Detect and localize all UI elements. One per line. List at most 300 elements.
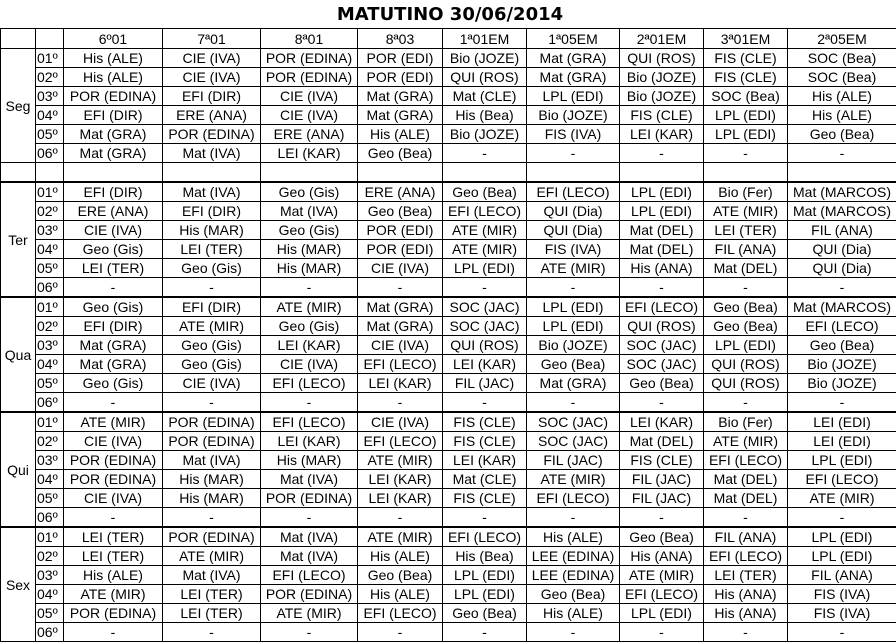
schedule-cell: LPL (EDI): [788, 451, 896, 470]
schedule-cell: EFI (LECO): [620, 297, 704, 317]
period-label: 04º: [36, 106, 64, 125]
schedule-cell: EFI (LECO): [443, 202, 527, 221]
schedule-cell: Bio (JOZE): [527, 106, 620, 125]
schedule-cell: -: [788, 278, 896, 298]
period-label: 03º: [36, 566, 64, 585]
schedule-cell: SOC (JAC): [443, 317, 527, 336]
schedule-cell: Geo (Gis): [261, 317, 358, 336]
table-row: [1, 489, 896, 508]
table-row: [1, 221, 896, 240]
schedule-cell: Mat (CLE): [443, 470, 527, 489]
table-row: [1, 202, 896, 221]
schedule-cell: Mat (GRA): [358, 87, 443, 106]
schedule-cell: SOC (Bea): [788, 49, 896, 68]
period-label: 04º: [36, 470, 64, 489]
schedule-cell: POR (EDINA): [163, 412, 261, 432]
period-label: 02º: [36, 547, 64, 566]
schedule-cell: LPL (EDI): [443, 566, 527, 585]
schedule-cell: His (ALE): [788, 87, 896, 106]
schedule-cell: POR (EDI): [358, 240, 443, 259]
schedule-cell: LEI (TER): [163, 585, 261, 604]
schedule-cell: FIS (CLE): [443, 489, 527, 508]
schedule-cell: Geo (Bea): [358, 144, 443, 163]
schedule-cell: FIL (ANA): [788, 221, 896, 240]
class-header: 3ª01EM: [704, 29, 788, 49]
schedule-cell: Bio (JOZE): [620, 68, 704, 87]
schedule-cell: SOC (JAC): [527, 412, 620, 432]
schedule-cell: LEI (TER): [64, 259, 163, 278]
period-label: 05º: [36, 374, 64, 393]
schedule-cell: Geo (Gis): [64, 297, 163, 317]
schedule-cell: -: [64, 508, 163, 528]
schedule-cell: CIE (IVA): [358, 259, 443, 278]
schedule-cell: CIE (IVA): [261, 106, 358, 125]
period-label: 05º: [36, 125, 64, 144]
schedule-cell: ATE (MIR): [358, 527, 443, 547]
schedule-cell: Geo (Bea): [788, 125, 896, 144]
schedule-cell: Mat (GRA): [358, 297, 443, 317]
class-header: 7ª01: [163, 29, 261, 49]
schedule-cell: FIL (ANA): [788, 566, 896, 585]
schedule-cell: FIS (CLE): [443, 412, 527, 432]
table-row: [1, 451, 896, 470]
schedule-cell: LEI (EDI): [788, 432, 896, 451]
schedule-cell: ERE (ANA): [163, 106, 261, 125]
schedule-cell: FIS (CLE): [620, 106, 704, 125]
schedule-cell: CIE (IVA): [261, 87, 358, 106]
table-row: [1, 297, 896, 317]
period-label: 01º: [36, 297, 64, 317]
schedule-cell: ATE (MIR): [64, 412, 163, 432]
schedule-cell: Mat (GRA): [358, 317, 443, 336]
schedule-cell: FIL (JAC): [620, 470, 704, 489]
schedule-cell: LEI (KAR): [261, 144, 358, 163]
schedule-cell: -: [704, 144, 788, 163]
schedule-cell: EFI (DIR): [163, 87, 261, 106]
schedule-cell: LPL (EDI): [527, 87, 620, 106]
table-row: [1, 470, 896, 489]
schedule-cell: -: [64, 278, 163, 298]
schedule-cell: Mat (IVA): [261, 202, 358, 221]
schedule-cell: Mat (IVA): [261, 547, 358, 566]
table-row: [1, 259, 896, 278]
empty-cell: [704, 163, 788, 183]
schedule-cell: Mat (GRA): [358, 106, 443, 125]
schedule-cell: His (ALE): [64, 49, 163, 68]
schedule-cell: EFI (LECO): [358, 432, 443, 451]
schedule-cell: EFI (LECO): [261, 412, 358, 432]
period-label: 06º: [36, 144, 64, 163]
schedule-cell: LEI (TER): [64, 547, 163, 566]
schedule-cell: His (ANA): [704, 585, 788, 604]
schedule-cell: EFI (LECO): [527, 182, 620, 202]
schedule-cell: Geo (Gis): [261, 182, 358, 202]
schedule-cell: POR (EDINA): [64, 604, 163, 623]
schedule-cell: Mat (DEL): [704, 470, 788, 489]
schedule-cell: LPL (EDI): [443, 585, 527, 604]
schedule-cell: His (Bea): [443, 547, 527, 566]
schedule-cell: CIE (IVA): [358, 336, 443, 355]
schedule-cell: EFI (LECO): [704, 451, 788, 470]
schedule-cell: CIE (IVA): [358, 412, 443, 432]
schedule-cell: -: [788, 623, 896, 642]
schedule-cell: His (ALE): [64, 68, 163, 87]
schedule-cell: LEE (EDINA): [527, 566, 620, 585]
schedule-cell: LPL (EDI): [704, 336, 788, 355]
day-label: Qua: [1, 297, 36, 412]
schedule-cell: LPL (EDI): [620, 202, 704, 221]
schedule-cell: QUI (ROS): [443, 336, 527, 355]
schedule-cell: -: [261, 393, 358, 413]
table-row: [1, 317, 896, 336]
schedule-cell: Mat (IVA): [163, 451, 261, 470]
schedule-cell: ATE (MIR): [443, 221, 527, 240]
empty-cell: [527, 163, 620, 183]
schedule-cell: LEI (TER): [704, 221, 788, 240]
schedule-cell: -: [620, 508, 704, 528]
schedule-table: [0, 28, 896, 642]
schedule-cell: Bio (JOZE): [788, 355, 896, 374]
period-label: 06º: [36, 508, 64, 528]
schedule-cell: CIE (IVA): [64, 221, 163, 240]
schedule-cell: FIL (ANA): [704, 240, 788, 259]
schedule-cell: LPL (EDI): [788, 527, 896, 547]
schedule-cell: Geo (Gis): [64, 374, 163, 393]
schedule-cell: -: [527, 508, 620, 528]
schedule-cell: His (MAR): [163, 489, 261, 508]
schedule-cell: -: [443, 508, 527, 528]
page-title: MATUTINO 30/06/2014: [0, 0, 896, 28]
period-label: 01º: [36, 49, 64, 68]
schedule-cell: -: [443, 393, 527, 413]
schedule-cell: Geo (Bea): [443, 182, 527, 202]
schedule-cell: SOC (JAC): [620, 355, 704, 374]
schedule-cell: ATE (MIR): [527, 470, 620, 489]
schedule-cell: EFI (DIR): [64, 106, 163, 125]
period-label: 04º: [36, 585, 64, 604]
schedule-cell: ATE (MIR): [64, 585, 163, 604]
schedule-cell: -: [704, 508, 788, 528]
day-label: Seg: [1, 49, 36, 163]
period-label: 01º: [36, 527, 64, 547]
schedule-cell: ATE (MIR): [163, 317, 261, 336]
schedule-cell: POR (EDINA): [261, 489, 358, 508]
table-row: [1, 336, 896, 355]
schedule-cell: Geo (Gis): [163, 355, 261, 374]
schedule-cell: FIS (IVA): [788, 604, 896, 623]
schedule-cell: His (ALE): [358, 585, 443, 604]
schedule-cell: LPL (EDI): [443, 259, 527, 278]
table-row: [1, 49, 896, 68]
schedule-cell: His (ALE): [527, 527, 620, 547]
schedule-cell: ATE (MIR): [620, 566, 704, 585]
schedule-cell: ERE (ANA): [64, 202, 163, 221]
schedule-cell: -: [527, 278, 620, 298]
schedule-cell: EFI (LECO): [788, 317, 896, 336]
schedule-cell: EFI (DIR): [163, 297, 261, 317]
table-row: [1, 106, 896, 125]
schedule-cell: Mat (IVA): [163, 566, 261, 585]
table-row: [1, 604, 896, 623]
schedule-cell: Geo (Bea): [443, 604, 527, 623]
schedule-cell: POR (EDINA): [261, 68, 358, 87]
schedule-cell: -: [788, 508, 896, 528]
schedule-cell: POR (EDI): [358, 49, 443, 68]
empty-cell: [1, 163, 36, 183]
schedule-cell: CIE (IVA): [163, 68, 261, 87]
schedule-cell: EFI (LECO): [527, 489, 620, 508]
schedule-cell: Mat (GRA): [527, 374, 620, 393]
schedule-cell: -: [704, 623, 788, 642]
schedule-cell: ATE (MIR): [704, 432, 788, 451]
corner-cell: [1, 29, 36, 49]
schedule-cell: Mat (MARCOS): [788, 202, 896, 221]
schedule-cell: POR (EDINA): [64, 470, 163, 489]
schedule-cell: POR (EDINA): [163, 432, 261, 451]
schedule-cell: -: [261, 508, 358, 528]
schedule-cell: Geo (Bea): [620, 374, 704, 393]
schedule-cell: His (MAR): [261, 451, 358, 470]
schedule-cell: LEI (KAR): [620, 412, 704, 432]
schedule-cell: CIE (IVA): [261, 355, 358, 374]
schedule-cell: His (Bea): [443, 106, 527, 125]
schedule-cell: Mat (GRA): [64, 125, 163, 144]
table-row: [1, 412, 896, 432]
schedule-cell: Bio (Fer): [704, 412, 788, 432]
schedule-cell: Geo (Gis): [64, 240, 163, 259]
schedule-cell: -: [443, 144, 527, 163]
schedule-cell: -: [620, 623, 704, 642]
period-label: 02º: [36, 202, 64, 221]
schedule-cell: FIS (CLE): [704, 49, 788, 68]
class-header: 2ª01EM: [620, 29, 704, 49]
schedule-cell: ATE (MIR): [788, 489, 896, 508]
empty-cell: [788, 163, 896, 183]
schedule-cell: EFI (LECO): [704, 547, 788, 566]
schedule-cell: LPL (EDI): [704, 125, 788, 144]
schedule-cell: Mat (GRA): [527, 49, 620, 68]
schedule-cell: His (ANA): [620, 259, 704, 278]
schedule-cell: FIL (JAC): [527, 451, 620, 470]
schedule-cell: FIS (CLE): [443, 432, 527, 451]
schedule-cell: Geo (Bea): [788, 336, 896, 355]
schedule-cell: LEI (TER): [704, 566, 788, 585]
schedule-cell: ATE (MIR): [704, 202, 788, 221]
schedule-cell: His (ALE): [788, 106, 896, 125]
table-row: [1, 508, 896, 528]
schedule-cell: -: [704, 393, 788, 413]
schedule-cell: -: [163, 393, 261, 413]
schedule-cell: -: [358, 623, 443, 642]
schedule-cell: EFI (DIR): [163, 202, 261, 221]
empty-cell: [443, 163, 527, 183]
schedule-cell: LPL (EDI): [788, 547, 896, 566]
schedule-cell: His (ALE): [358, 125, 443, 144]
schedule-cell: Geo (Gis): [163, 259, 261, 278]
schedule-cell: His (ALE): [64, 566, 163, 585]
schedule-cell: -: [527, 393, 620, 413]
table-row: [1, 144, 896, 163]
empty-cell: [36, 163, 64, 183]
schedule-cell: -: [163, 278, 261, 298]
table-row: [1, 547, 896, 566]
period-label: 02º: [36, 432, 64, 451]
schedule-cell: Mat (MARCOS): [788, 182, 896, 202]
schedule-cell: EFI (LECO): [788, 470, 896, 489]
schedule-cell: Mat (DEL): [620, 432, 704, 451]
schedule-cell: ATE (MIR): [261, 604, 358, 623]
schedule-cell: Geo (Bea): [704, 317, 788, 336]
schedule-cell: -: [788, 393, 896, 413]
schedule-cell: LEE (EDINA): [527, 547, 620, 566]
class-header: 2ª05EM: [788, 29, 896, 49]
schedule-cell: QUI (ROS): [620, 317, 704, 336]
schedule-cell: -: [527, 623, 620, 642]
schedule-cell: -: [704, 278, 788, 298]
schedule-cell: EFI (DIR): [64, 182, 163, 202]
class-header: 8ª03: [358, 29, 443, 49]
table-row: [1, 393, 896, 413]
schedule-cell: ATE (MIR): [261, 297, 358, 317]
schedule-cell: LPL (EDI): [704, 106, 788, 125]
schedule-cell: -: [620, 144, 704, 163]
schedule-cell: His (ANA): [704, 604, 788, 623]
schedule-cell: FIL (JAC): [443, 374, 527, 393]
schedule-cell: POR (EDINA): [163, 125, 261, 144]
schedule-cell: His (MAR): [261, 259, 358, 278]
table-row: [1, 527, 896, 547]
period-label: 04º: [36, 240, 64, 259]
class-header: 1ª05EM: [527, 29, 620, 49]
schedule-cell: LPL (EDI): [620, 604, 704, 623]
schedule-cell: -: [443, 623, 527, 642]
class-header: 1ª01EM: [443, 29, 527, 49]
period-label: 04º: [36, 355, 64, 374]
schedule-cell: LPL (EDI): [527, 317, 620, 336]
schedule-cell: LEI (KAR): [358, 489, 443, 508]
schedule-cell: EFI (LECO): [620, 585, 704, 604]
table-row: [1, 278, 896, 298]
schedule-cell: FIS (CLE): [704, 68, 788, 87]
schedule-cell: His (MAR): [261, 240, 358, 259]
schedule-cell: Mat (IVA): [261, 470, 358, 489]
schedule-cell: His (ALE): [358, 547, 443, 566]
period-label: 05º: [36, 259, 64, 278]
schedule-cell: LPL (EDI): [620, 182, 704, 202]
schedule-cell: CIE (IVA): [64, 432, 163, 451]
schedule-cell: POR (EDI): [358, 68, 443, 87]
schedule-cell: EFI (LECO): [443, 527, 527, 547]
day-label: Qui: [1, 412, 36, 527]
blank-row: [1, 163, 896, 183]
schedule-cell: POR (EDINA): [261, 585, 358, 604]
table-row: [1, 87, 896, 106]
schedule-cell: Bio (JOZE): [527, 336, 620, 355]
schedule-cell: ATE (MIR): [443, 240, 527, 259]
empty-cell: [64, 163, 163, 183]
schedule-cell: Geo (Bea): [358, 566, 443, 585]
period-label: 02º: [36, 317, 64, 336]
schedule-cell: FIL (JAC): [620, 489, 704, 508]
schedule-cell: -: [620, 278, 704, 298]
schedule-cell: Bio (JOZE): [620, 87, 704, 106]
schedule-cell: LEI (KAR): [358, 374, 443, 393]
schedule-cell: LEI (EDI): [788, 412, 896, 432]
schedule-cell: EFI (LECO): [358, 355, 443, 374]
schedule-cell: QUI (ROS): [704, 355, 788, 374]
period-label: 03º: [36, 87, 64, 106]
schedule-cell: -: [261, 623, 358, 642]
schedule-cell: Bio (JOZE): [443, 125, 527, 144]
schedule-cell: QUI (Dia): [527, 221, 620, 240]
table-row: [1, 240, 896, 259]
table-row: [1, 68, 896, 87]
schedule-cell: ERE (ANA): [358, 182, 443, 202]
schedule-cell: POR (EDINA): [163, 527, 261, 547]
schedule-cell: Bio (JOZE): [443, 49, 527, 68]
table-row: [1, 355, 896, 374]
period-label: 06º: [36, 278, 64, 298]
table-row: [1, 432, 896, 451]
schedule-cell: LEI (TER): [163, 240, 261, 259]
schedule-cell: His (ALE): [527, 604, 620, 623]
schedule-cell: -: [527, 144, 620, 163]
empty-cell: [261, 163, 358, 183]
schedule-cell: QUI (Dia): [788, 259, 896, 278]
schedule-cell: FIL (ANA): [704, 527, 788, 547]
schedule-cell: SOC (JAC): [527, 432, 620, 451]
schedule-cell: Mat (DEL): [704, 489, 788, 508]
schedule-cell: Mat (MARCOS): [788, 297, 896, 317]
schedule-cell: LPL (EDI): [527, 297, 620, 317]
schedule-cell: POR (EDINA): [261, 49, 358, 68]
header-row: [1, 29, 896, 49]
empty-cell: [620, 163, 704, 183]
schedule-cell: Mat (IVA): [163, 182, 261, 202]
schedule-cell: EFI (DIR): [64, 317, 163, 336]
schedule-cell: QUI (ROS): [620, 49, 704, 68]
table-row: [1, 125, 896, 144]
schedule-cell: LEI (TER): [64, 527, 163, 547]
schedule-cell: EFI (LECO): [261, 566, 358, 585]
schedule-cell: LEI (KAR): [358, 470, 443, 489]
schedule-cell: FIS (IVA): [527, 125, 620, 144]
schedule-cell: His (MAR): [163, 470, 261, 489]
schedule-cell: -: [358, 393, 443, 413]
schedule-cell: Mat (DEL): [620, 240, 704, 259]
schedule-cell: LEI (KAR): [443, 355, 527, 374]
schedule-cell: Geo (Bea): [527, 585, 620, 604]
schedule-cell: LEI (KAR): [261, 432, 358, 451]
schedule-cell: Mat (GRA): [64, 336, 163, 355]
schedule-cell: Bio (Fer): [704, 182, 788, 202]
empty-cell: [358, 163, 443, 183]
schedule-cell: Geo (Bea): [358, 202, 443, 221]
table-row: [1, 182, 896, 202]
schedule-cell: FIS (IVA): [527, 240, 620, 259]
schedule-cell: His (ANA): [620, 547, 704, 566]
schedule-cell: Mat (DEL): [620, 221, 704, 240]
period-label: 06º: [36, 623, 64, 642]
table-row: [1, 623, 896, 642]
schedule-cell: SOC (JAC): [620, 336, 704, 355]
schedule-cell: POR (EDINA): [64, 87, 163, 106]
schedule-cell: EFI (LECO): [358, 604, 443, 623]
schedule-cell: LEI (KAR): [261, 336, 358, 355]
schedule-cell: -: [64, 393, 163, 413]
schedule-cell: Mat (CLE): [443, 87, 527, 106]
period-label: 01º: [36, 182, 64, 202]
